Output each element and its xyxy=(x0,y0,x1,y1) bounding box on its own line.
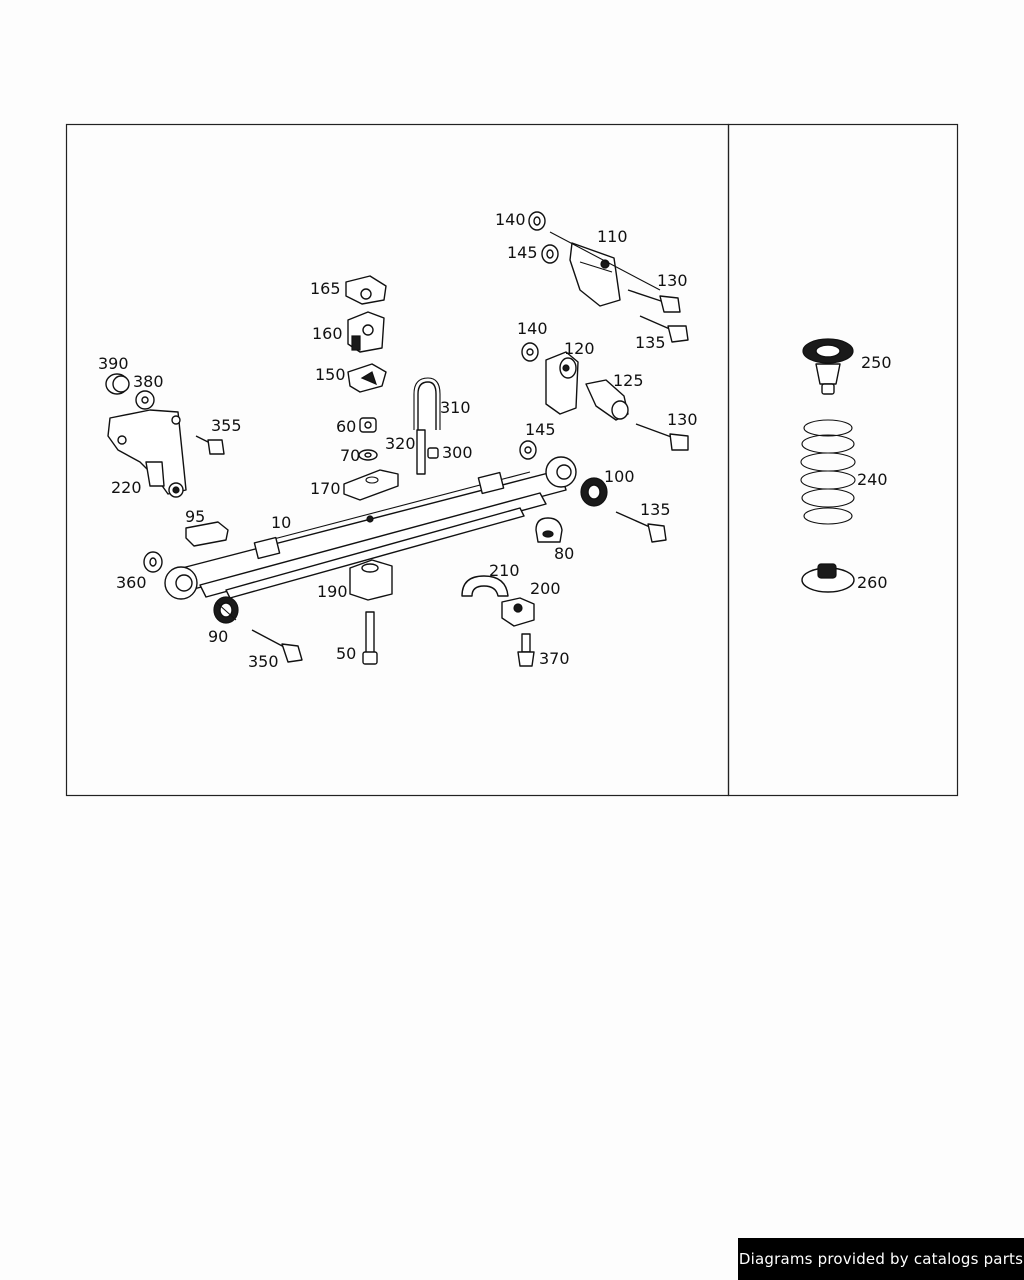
callout-label: 240 xyxy=(857,470,888,489)
callout-label: 135 xyxy=(640,500,671,519)
callout-label: 390 xyxy=(98,354,129,373)
washer-360 xyxy=(144,552,162,572)
callout-label: 145 xyxy=(507,243,538,262)
callout-label: 150 xyxy=(315,365,346,384)
callout-label: 80 xyxy=(554,544,575,563)
callout-label: 370 xyxy=(539,649,570,668)
clamp-assembly xyxy=(462,576,534,666)
callout-label: 60 xyxy=(336,417,357,436)
callout-label: 165 xyxy=(310,279,341,298)
u-bolt-assembly xyxy=(359,378,440,474)
callout-label: 260 xyxy=(857,573,888,592)
callout-label: 145 xyxy=(525,420,556,439)
callout-label: 95 xyxy=(185,507,206,526)
callout-label: 200 xyxy=(530,579,561,598)
callout-label: 380 xyxy=(133,372,164,391)
callout-label: 310 xyxy=(440,398,471,417)
callout-label: 350 xyxy=(248,652,279,671)
callout-label: 100 xyxy=(604,467,635,486)
callout-label: 250 xyxy=(861,353,892,372)
footer-credit-text: Diagrams provided by catalogs parts xyxy=(738,1250,1024,1268)
callout-label: 135 xyxy=(635,333,666,352)
callout-label: 140 xyxy=(495,210,526,229)
callout-label: 70 xyxy=(340,446,361,465)
callout-label: 130 xyxy=(667,410,698,429)
callout-label: 90 xyxy=(208,627,229,646)
coil-spring-assembly xyxy=(801,339,855,592)
callout-label: 360 xyxy=(116,573,147,592)
callout-label: 140 xyxy=(517,319,548,338)
bump-stop-stack xyxy=(346,276,386,392)
callout-label: 300 xyxy=(442,443,473,462)
callout-label: 120 xyxy=(564,339,595,358)
bolt-50 xyxy=(363,612,377,664)
spring-plate xyxy=(344,470,398,500)
callout-label: 50 xyxy=(336,644,357,663)
callout-label: 355 xyxy=(211,416,242,435)
callout-label: 170 xyxy=(310,479,341,498)
callout-label: 210 xyxy=(489,561,520,580)
callout-label: 130 xyxy=(657,271,688,290)
callout-label: 160 xyxy=(312,324,343,343)
spacer-block xyxy=(350,560,392,600)
callout-label: 125 xyxy=(613,371,644,390)
front-bushing xyxy=(214,597,238,623)
callout-label: 10 xyxy=(271,513,292,532)
footer-credit-badge xyxy=(738,1238,1024,1280)
callout-label: 190 xyxy=(317,582,348,601)
callout-label: 110 xyxy=(597,227,628,246)
callout-label: 220 xyxy=(111,478,142,497)
spring-diagram-frame xyxy=(729,125,958,796)
callout-label: 320 xyxy=(385,434,416,453)
